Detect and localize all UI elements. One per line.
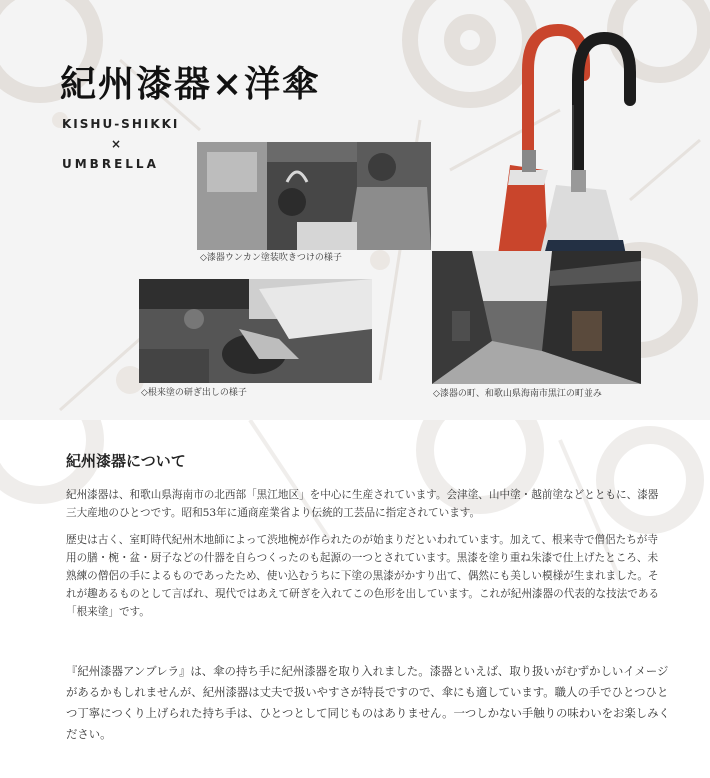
photo-caption: ◇漆器ウンカン塗装吹きつけの様子 bbox=[200, 253, 342, 263]
photo-caption: ◇根来塗の研ぎ出しの様子 bbox=[141, 388, 247, 398]
photo-spray-painting bbox=[197, 142, 431, 250]
about-paragraph-1: 紀州漆器は、和歌山県海南市の北西部「黒江地区」を中心に生産されています。会津塗、山中塗・越前塗などとともに、漆器三大産地のひとつです。昭和53年に通商産業省より伝統的工芸品に指定されています。 bbox=[66, 489, 659, 519]
photo-caption: ◇漆器の町、和歌山県海南市黒江の町並み bbox=[433, 389, 602, 399]
page-title: 紀州漆器×洋傘 bbox=[60, 63, 321, 105]
section-heading: 紀州漆器について bbox=[66, 452, 186, 470]
umbrella-illustration bbox=[478, 10, 638, 255]
photo-negoro-polishing bbox=[139, 279, 372, 383]
closing-paragraph: 『紀州漆器アンブレラ』は、傘の持ち手に紀州漆器を取り入れました。漆器といえば、取り扱いがむずかしいイメージがあるかもしれませんが、紀州漆器は丈夫で扱いやすさが特長ですので、傘にも適しています。職人の手でひとつひとつ丁寧につくり上げられた持ち手は、ひとつとして同じものはありません。一つしかない手触りの味わいをお楽しみください。 bbox=[66, 664, 670, 741]
about-paragraph-2: 歴史は古く、室町時代紀州木地師によって渋地椀が作られたのが始まりだといわれています。加えて、根来寺で僧侶たちが寺用の膳・椀・盆・厨子などの什器を自らつくったのも起源の一つとされています。黒漆を塗り重ね朱漆で仕上げたところ、未熟練の僧侶の手によるものであったため、使い込むうちに下塗の黒漆がかすり出て、偶然にも美しい模様が生まれました。それが趣あるものとして言ばれ、現代ではあえて研ぎを入れてこの色形を出しています。これが紀州漆器の代表的な技法である「根来塗」です。 bbox=[66, 534, 660, 618]
subtitle-kishu-shikki: KISHU-SHIKKI bbox=[62, 117, 180, 131]
subtitle-times: × bbox=[111, 137, 124, 151]
photo-kuroe-street bbox=[432, 251, 641, 384]
subtitle-umbrella: UMBRELLA bbox=[62, 157, 159, 171]
